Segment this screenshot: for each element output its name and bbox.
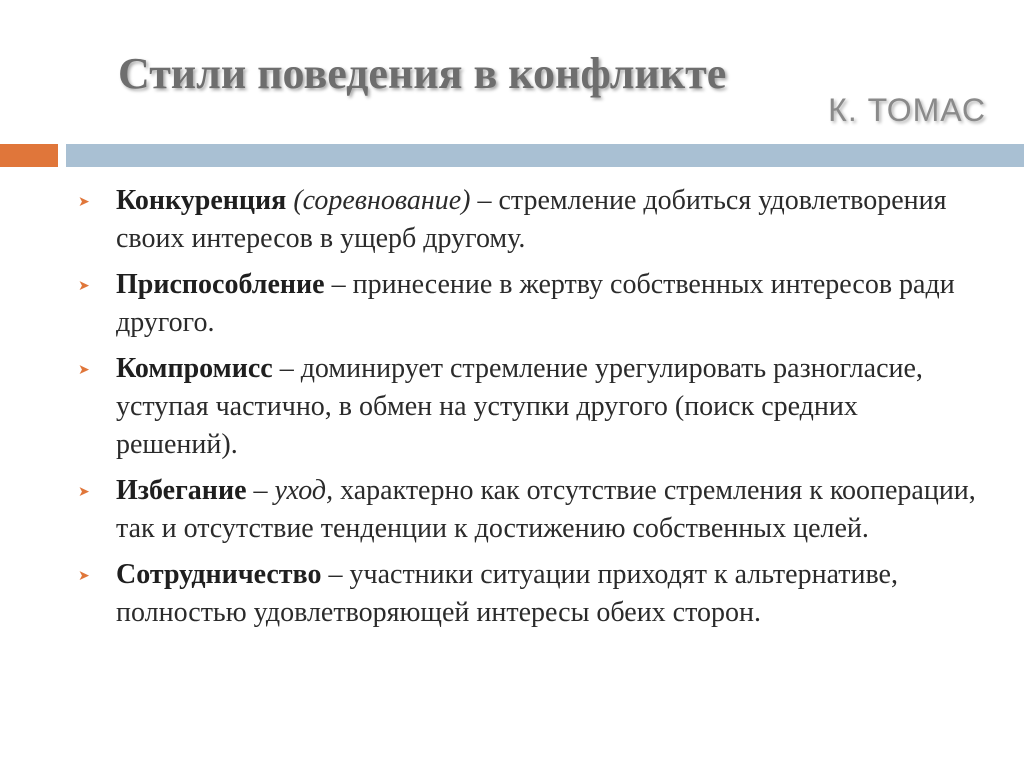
bullet-item-accommodation: [78, 266, 978, 342]
bullet-aside: (соревнование): [286, 185, 471, 216]
chevron-right-icon: ➤: [78, 484, 90, 500]
chevron-right-icon: ➤: [78, 278, 90, 294]
slide-author: К. ТОМАС: [828, 92, 986, 128]
header-divider-bar: [66, 144, 1024, 167]
accent-bar: [0, 144, 58, 167]
bullet-item-collaboration: [78, 556, 978, 632]
bullet-item-avoidance: [78, 472, 978, 548]
bullet-item-compromise: [78, 350, 978, 464]
bullet-term: Конкуренция: [116, 185, 287, 216]
bullet-term: Сотрудничество: [116, 559, 322, 590]
chevron-right-icon: ➤: [78, 362, 90, 378]
bullet-term: Приспособление: [116, 269, 325, 300]
bullet-aside: уход,: [274, 475, 334, 506]
bullet-text: – доминирует стремление урегулировать разногласие, уступая частично, в обмен на уступки другого (поиск средних решений).: [116, 353, 923, 460]
bullet-text: – участники ситуации приходят к альтернативе, полностью удовлетворяющей интересы обеих сторон.: [116, 559, 898, 628]
bullet-text: – принесение в жертву собственных интересов ради другого.: [116, 269, 955, 338]
bullet-text: характерно как отсутствие стремления к кооперации, так и отсутствие тенденции к достижению собственных целей.: [116, 475, 976, 544]
bullet-dash: –: [246, 475, 275, 506]
chevron-right-icon: ➤: [78, 194, 90, 210]
chevron-right-icon: ➤: [78, 568, 90, 584]
bullet-list: [78, 182, 978, 640]
bullet-term: Избегание: [116, 475, 247, 506]
bullet-item-competition: [78, 182, 978, 258]
bullet-text: – стремление добиться удовлетворения своих интересов в ущерб другому.: [116, 185, 947, 254]
bullet-term: Компромисс: [116, 353, 273, 384]
slide-title: Стили поведения в конфликте: [118, 49, 727, 98]
